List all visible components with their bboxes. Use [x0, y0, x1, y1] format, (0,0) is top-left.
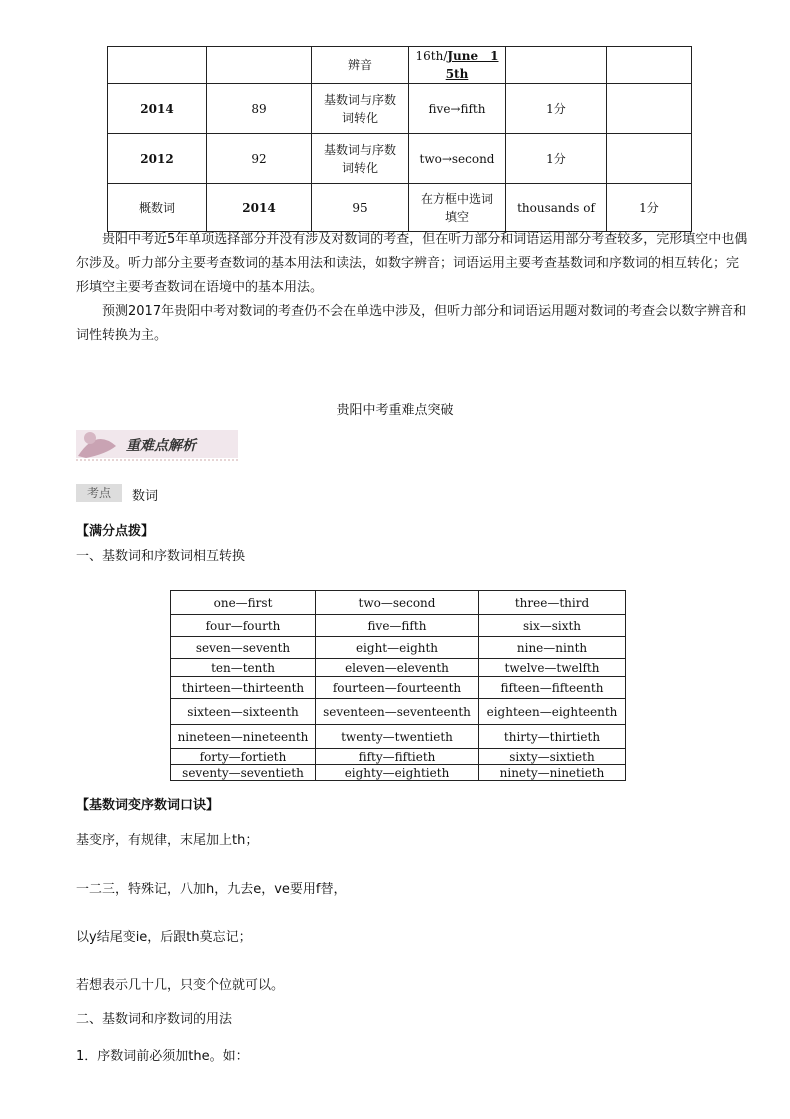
number-pair-cell: nine—ninth	[479, 637, 626, 659]
number-pair-cell: seventeen—seventeenth	[316, 699, 479, 725]
cell-example: two→second	[409, 134, 506, 184]
number-pair-cell: fifty—fiftieth	[316, 749, 479, 765]
number-pair-cell: nineteen—nineteenth	[171, 725, 316, 749]
mnemonic-line-2: 一二三，特殊记，八加h，九去e，ve要用f替，	[76, 882, 347, 897]
mnemonic-line-4: 若想表示几十几，只变个位就可以。	[76, 978, 285, 993]
table-row	[171, 637, 626, 659]
cell-type: 在方框中选词 填空	[409, 184, 506, 232]
number-pair-cell: six—sixth	[479, 615, 626, 637]
cell-type: 基数词与序数 词转化	[312, 134, 409, 184]
number-pair-cell: ten—tenth	[171, 659, 316, 677]
table-row	[171, 615, 626, 637]
numbers-table	[170, 590, 626, 781]
number-pair-cell: seven—seventh	[171, 637, 316, 659]
number-pair-cell: seventy—seventieth	[171, 765, 316, 781]
kaodian-label: 数词	[132, 489, 159, 504]
cell-cat: 概数词	[108, 184, 207, 232]
cell-type: 基数词与序数 词转化	[312, 84, 409, 134]
number-pair-cell: twenty—twentieth	[316, 725, 479, 749]
number-pair-cell: one—first	[171, 591, 316, 615]
number-pair-cell: sixty—sixtieth	[479, 749, 626, 765]
cell-year: 2014	[207, 184, 312, 232]
cell: 16th/June 1 5th	[409, 47, 506, 84]
mnemonic-line-1: 基变序，有规律，末尾加上th；	[76, 833, 259, 848]
table-row	[171, 659, 626, 677]
cell-year: 2012	[108, 134, 207, 184]
number-pair-cell: two—second	[316, 591, 479, 615]
number-pair-cell: twelve—twelfth	[479, 659, 626, 677]
table-row	[171, 699, 626, 725]
cell-score: 1分	[506, 134, 607, 184]
cell	[607, 47, 692, 84]
table-row	[171, 725, 626, 749]
heading-2: 二、基数词和序数词的用法	[76, 1012, 233, 1027]
tips-heading: 【满分点拨】	[76, 524, 155, 539]
number-pair-cell: fourteen—fourteenth	[316, 677, 479, 699]
cell	[207, 47, 312, 84]
number-pair-cell: eighty—eightieth	[316, 765, 479, 781]
mnemonic-line-3: 以y结尾变ie，后跟th莫忘记；	[76, 930, 252, 945]
number-pair-cell: sixteen—sixteenth	[171, 699, 316, 725]
mnemonic-heading: 【基数词变序数词口诀】	[76, 798, 220, 813]
cell	[607, 84, 692, 134]
cell-score: 1分	[607, 184, 692, 232]
number-pair-cell: eighteen—eighteenth	[479, 699, 626, 725]
cell	[108, 47, 207, 84]
cell-example: five→fifth	[409, 84, 506, 134]
cell-num: 89	[207, 84, 312, 134]
number-pair-cell: eleven—eleventh	[316, 659, 479, 677]
kaodian-tag: 考点	[76, 484, 122, 502]
number-pair-cell: ninety—ninetieth	[479, 765, 626, 781]
cell-year: 2014	[108, 84, 207, 134]
table-row	[171, 677, 626, 699]
cell: 辨音	[312, 47, 409, 84]
number-pair-cell: forty—fortieth	[171, 749, 316, 765]
banner-text: 重难点解析	[126, 438, 196, 454]
banner-decoration	[76, 426, 238, 464]
cell-num: 95	[312, 184, 409, 232]
table-row	[171, 765, 626, 781]
paragraph-2: 预测2017年贵阳中考对数词的考查仍不会在单选中涉及，但听力部分和词语运用题对数词的考查会以数字辨音和词性转换为主。	[76, 304, 747, 343]
exam-table	[107, 46, 692, 232]
number-pair-cell: eight—eighth	[316, 637, 479, 659]
cell-num: 92	[207, 134, 312, 184]
section-title: 贵阳中考重难点突破	[336, 403, 454, 418]
number-pair-cell: three—third	[479, 591, 626, 615]
number-pair-cell: thirteen—thirteenth	[171, 677, 316, 699]
item-1: 1．序数词前必须加the。如：	[76, 1049, 249, 1064]
number-pair-cell: five—fifth	[316, 615, 479, 637]
heading-1: 一、基数词和序数词相互转换	[76, 549, 246, 564]
number-pair-cell: fifteen—fifteenth	[479, 677, 626, 699]
cell	[607, 134, 692, 184]
paragraph-1: 贵阳中考近5年单项选择部分并没有涉及对数词的考查，但在听力部分和词语运用部分考查较多，完形填空中也偶尔涉及。听力部分主要考查数词的基本用法和读法，如数字辨音；词语运用主要考查基数词和序数词的相互转化；完形填空主要考查数词在语境中的基本用法。	[76, 232, 748, 295]
cell	[506, 47, 607, 84]
table-row	[171, 591, 626, 615]
number-pair-cell: four—fourth	[171, 615, 316, 637]
table-row	[171, 749, 626, 765]
cell-score: 1分	[506, 84, 607, 134]
analysis-text	[76, 228, 748, 348]
cell-example: thousands of	[506, 184, 607, 232]
number-pair-cell: thirty—thirtieth	[479, 725, 626, 749]
